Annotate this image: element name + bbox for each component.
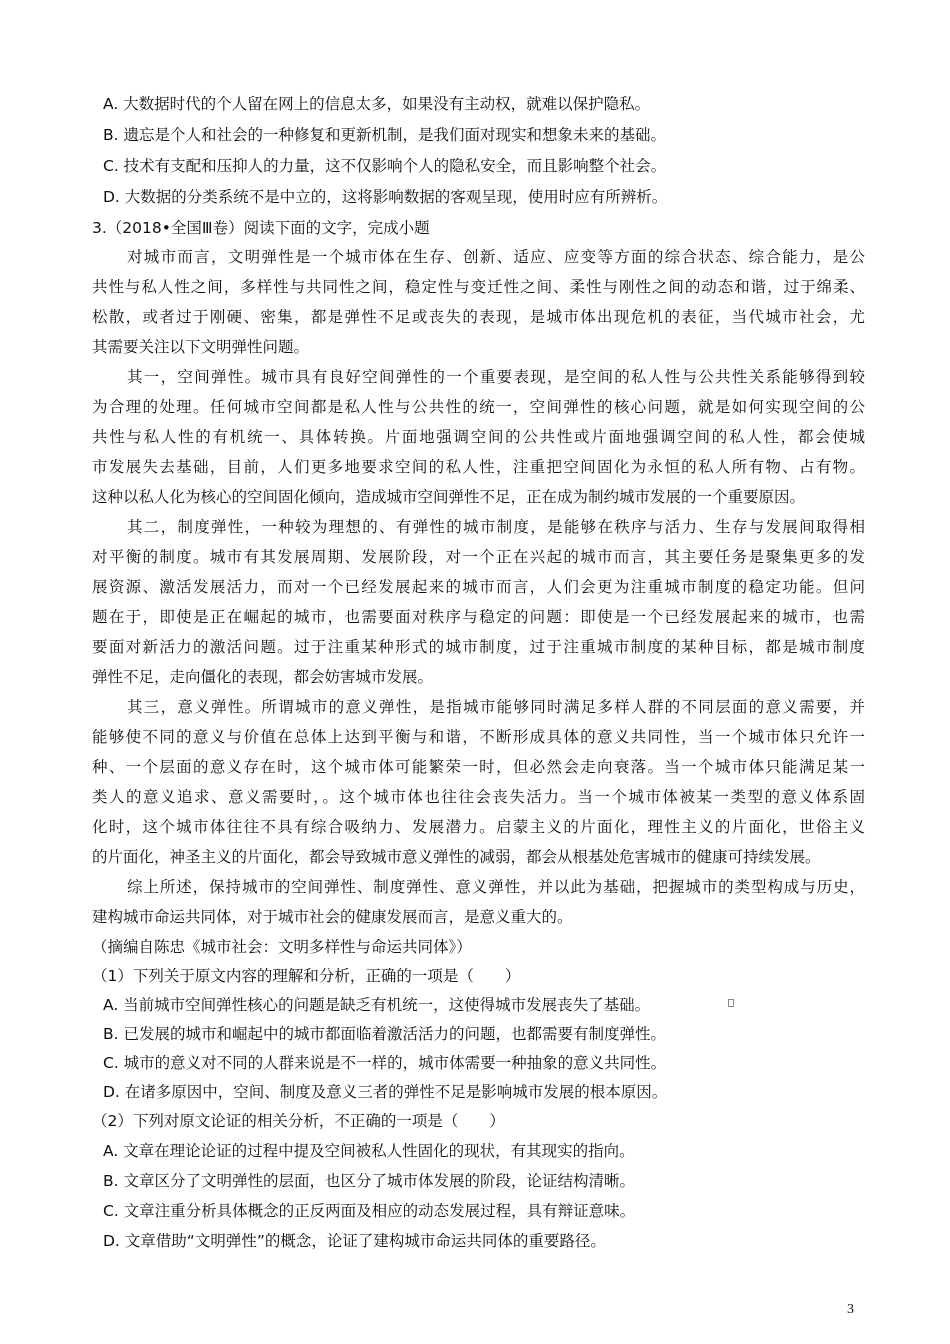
q1-option-b: B. 已发展的城市和崛起中的城市都面临着激活活力的问题，也都需要有制度弹性。 — [103, 1025, 666, 1043]
passage-line: 题在于，即使是正在崛起的城市，也需要面对秩序与稳定的问题：即使是一个已经发展起来的城市，也需 — [92, 608, 865, 626]
q2-option-c: C. 文章注重分析具体概念的正反两面及相应的动态发展过程，具有辩证意味。 — [103, 1202, 636, 1220]
passage-line: 为合理的处理。任何城市空间都是私人性与公共性的统一，空间弹性的核心问题，就是如何实现空间的公 — [92, 398, 865, 416]
passage-line: 其二，制度弹性，一种较为理想的、有弹性的城市制度，是能够在秩序与活力、生存与发展间取得相 — [127, 518, 865, 536]
passage-line: 化时，这个城市体往往不具有综合吸纳力、发展潜力。启蒙主义的片面化，理性主义的片面化，世俗主义 — [92, 818, 865, 836]
q2-option-a: A. 文章在理论论证的过程中提及空间被私人性固化的现状，有其现实的指向。 — [103, 1142, 635, 1160]
passage-line: 其需要关注以下文明弹性问题。 — [92, 338, 310, 356]
passage-line: 其三，意义弹性。所谓城市的意义弹性，是指城市能够同时满足多样人群的不同层面的意义需要，并 — [127, 698, 865, 716]
passage-line: 共性与私人性之间，多样性与共同性之间，稳定性与变迁性之间、柔性与刚性之间的动态和谐，过于绵柔、 — [92, 278, 865, 296]
passage-line: 的片面化，神圣主义的片面化，都会导致城市意义弹性的减弱，都会从根基处危害城市的健康可持续发展。 — [92, 848, 821, 866]
page-number: 3 — [847, 1302, 854, 1317]
passage-line: 展资源、激活发展活力，而对一个已经发展起来的城市而言，人们会更为注重城市制度的稳定功能。但问 — [92, 578, 865, 596]
question3-header: 3.（2018•全国Ⅲ卷）阅读下面的文字，完成小题 — [92, 219, 430, 237]
passage-line: 要面对新活力的激活问题。过于注重某种形式的城市制度，过于注重城市制度的某种目标，都是城市制度 — [92, 638, 865, 656]
prev-option-a: A. 大数据时代的个人留在网上的信息太多，如果没有主动权，就难以保护隐私。 — [103, 95, 651, 113]
q2-option-b: B. 文章区分了文明弹性的层面，也区分了城市体发展的阶段，论证结构清晰。 — [103, 1172, 635, 1190]
q1-option-d: D. 在诸多原因中，空间、制度及意义三者的弹性不足是影响城市发展的根本原因。 — [103, 1083, 668, 1101]
small-box-marker — [728, 999, 734, 1007]
q1-option-c: C. 城市的意义对不同的人群来说是不一样的，城市体需要一种抽象的意义共同性。 — [103, 1054, 667, 1072]
passage-line: 共性与私人性的有机统一、具体转换。片面地强调空间的公共性或片面地强调空间的私人性，都会使城 — [92, 428, 865, 446]
passage-source: （摘编自陈忠《城市社会：文明多样性与命运共同体》） — [92, 938, 472, 956]
passage-line: 这种以私人化为核心的空间固化倾向，造成城市空间弹性不足，正在成为制约城市发展的一个重要原因。 — [92, 488, 806, 506]
q1-stem: （1）下列关于原文内容的理解和分析，正确的一项是（ ） — [92, 967, 521, 985]
passage-line: 综上所述，保持城市的空间弹性、制度弹性、意义弹性，并以此为基础，把握城市的类型构成与历史， — [127, 878, 865, 896]
passage-line: 其一，空间弹性。城市具有良好空间弹性的一个重要表现，是空间的私人性与公共性关系能够得到较 — [127, 368, 865, 386]
passage-line: 对平衡的制度。城市有其发展周期、发展阶段，对一个正在兴起的城市而言，其主要任务是聚集更多的发 — [92, 548, 865, 566]
passage-line: 市发展失去基础，目前，人们更多地要求空间的私人性，注重把空间固化为永恒的私人所有物、占有物。 — [92, 458, 865, 476]
q1-option-a: A. 当前城市空间弹性核心的问题是缺乏有机统一，这使得城市发展丧失了基础。 — [103, 996, 651, 1014]
q2-option-d: D. 文章借助“文明弹性”的概念，论证了建构城市命运共同体的重要路径。 — [103, 1232, 606, 1250]
passage-line: 对城市而言，文明弹性是一个城市体在生存、创新、适应、应变等方面的综合状态、综合能力，是公 — [127, 248, 865, 266]
prev-option-c: C. 技术有支配和压抑人的力量，这不仅影响个人的隐私安全，而且影响整个社会。 — [103, 157, 667, 175]
passage-line: 种、一个层面的意义存在时，这个城市体可能繁荣一时，但必然会走向衰落。当一个城市体只能满足某一 — [92, 758, 865, 776]
passage-line: 建构城市命运共同体，对于城市社会的健康发展而言，是意义重大的。 — [92, 908, 573, 926]
passage-line: 弹性不足，走向僵化的表现，都会妨害城市发展。 — [92, 668, 434, 686]
q2-stem: （2）下列对原文论证的相关分析，不正确的一项是（ ） — [92, 1112, 505, 1130]
passage-line: 类人的意义追求、意义需要时，。这个城市体也往往会丧失活力。当一个城市体被某一类型的意义体系固 — [92, 788, 865, 806]
prev-option-d: D. 大数据的分类系统不是中立的，这将影响数据的客观呈现，使用时应有所辨析。 — [103, 188, 668, 206]
prev-option-b: B. 遗忘是个人和社会的一种修复和更新机制，是我们面对现实和想象未来的基础。 — [103, 126, 666, 144]
passage-line: 能够使不同的意义与价值在总体上达到平衡与和谐，不断形成具体的意义共同性，当一个城市体只允许一 — [92, 728, 865, 746]
passage-line: 松散，或者过于刚硬、密集，都是弹性不足或丧失的表现，是城市体出现危机的表征，当代城市社会，尤 — [92, 308, 865, 326]
